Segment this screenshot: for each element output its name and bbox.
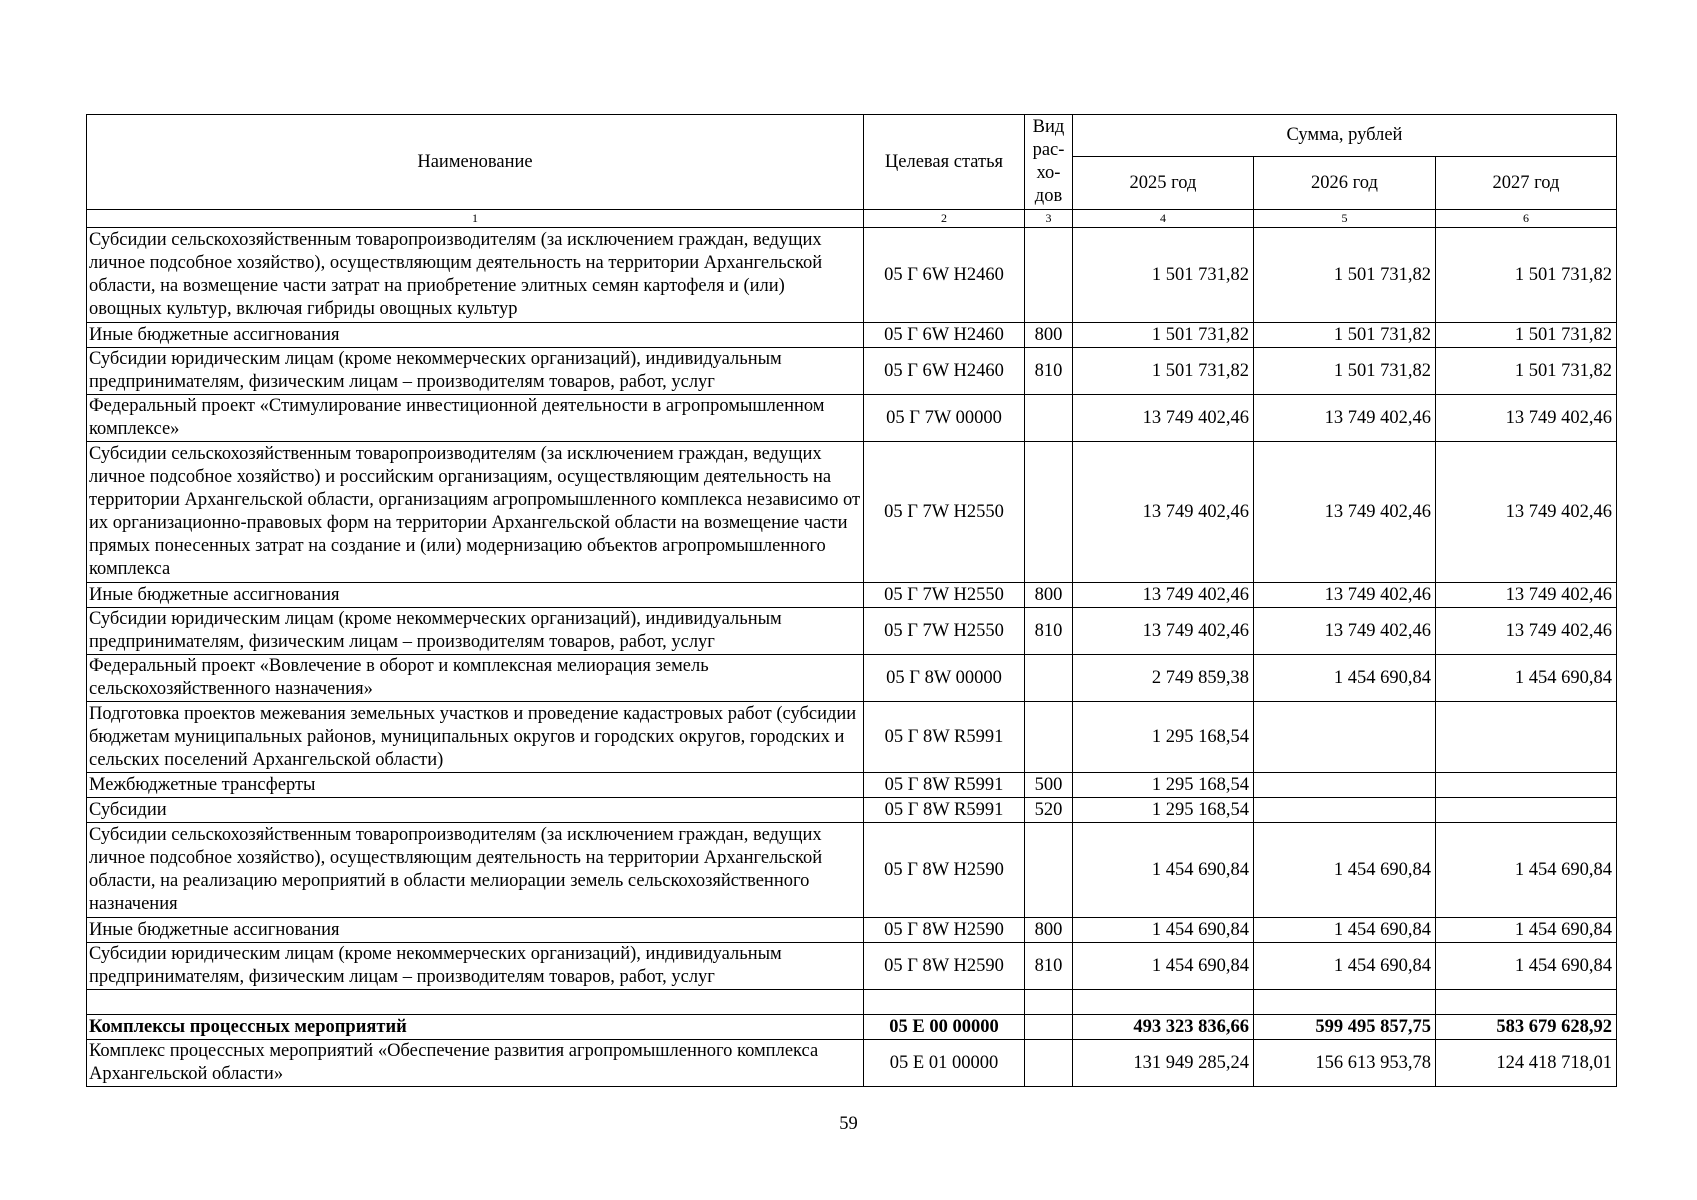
row-name: Субсидии юридическим лицам (кроме некоммерческих организаций), индивидуальным предпринимателям, физическим лицам – производителям товаров, работ, услуг: [87, 608, 864, 655]
header-expense-kind: Вид рас-хо-дов: [1025, 115, 1073, 210]
column-number: 2: [864, 210, 1025, 228]
amount-2025: 13 749 402,46: [1073, 442, 1254, 583]
amount-2027: 13 749 402,46: [1436, 442, 1617, 583]
budget-page: [86, 114, 1616, 1087]
amount-2026: 1 454 690,84: [1254, 823, 1436, 918]
row-name: Межбюджетные трансферты: [87, 773, 864, 798]
row-name: Субсидии: [87, 798, 864, 823]
amount-2027: 1 454 690,84: [1436, 943, 1617, 990]
amount-2027: [1436, 990, 1617, 1015]
amount-2025: 13 749 402,46: [1073, 583, 1254, 608]
amount-2025: 1 501 731,82: [1073, 228, 1254, 323]
amount-2026: 1 454 690,84: [1254, 918, 1436, 943]
amount-2026: [1254, 773, 1436, 798]
table-row: [87, 823, 1617, 918]
amount-2025: 131 949 285,24: [1073, 1040, 1254, 1087]
target-article-code: 05 Г 6W H2460: [864, 323, 1025, 348]
amount-2027: 1 501 731,82: [1436, 348, 1617, 395]
row-name: Иные бюджетные ассигнования: [87, 918, 864, 943]
expense-kind-code: 810: [1025, 608, 1073, 655]
amount-2027: 1 501 731,82: [1436, 323, 1617, 348]
amount-2027: 1 454 690,84: [1436, 655, 1617, 702]
table-row: [87, 442, 1617, 583]
amount-2027: 1 501 731,82: [1436, 228, 1617, 323]
table-row: [87, 990, 1617, 1015]
row-name: Иные бюджетные ассигнования: [87, 323, 864, 348]
row-name: Субсидии сельскохозяйственным товаропроизводителям (за исключением граждан, ведущих личное подсобное хозяйство) и российским организациям, осуществляющим деятельность на территории Архангельской области, организациям агропромышленного комплекса независимо от их организационно-правовых форм на территории Архангельской области на возмещение части прямых понесенных затрат на создание и (или) модернизацию объектов агропромышленного комплекса: [87, 442, 864, 583]
amount-2027: 13 749 402,46: [1436, 608, 1617, 655]
amount-2025: 13 749 402,46: [1073, 608, 1254, 655]
amount-2025: 13 749 402,46: [1073, 395, 1254, 442]
amount-2025: 1 295 168,54: [1073, 798, 1254, 823]
expense-kind-code: [1025, 228, 1073, 323]
row-name: Субсидии юридическим лицам (кроме некоммерческих организаций), индивидуальным предпринимателям, физическим лицам – производителям товаров, работ, услуг: [87, 348, 864, 395]
expense-kind-code: [1025, 395, 1073, 442]
amount-2027: 1 454 690,84: [1436, 823, 1617, 918]
table-row: [87, 228, 1617, 323]
target-article-code: 05 Г 8W R5991: [864, 702, 1025, 773]
amount-2027: [1436, 773, 1617, 798]
amount-2026: 13 749 402,46: [1254, 395, 1436, 442]
expense-kind-code: [1025, 702, 1073, 773]
target-article-code: 05 Г 8W R5991: [864, 798, 1025, 823]
expense-kind-code: [1025, 442, 1073, 583]
amount-2025: 1 295 168,54: [1073, 702, 1254, 773]
header-year-2027: 2027 год: [1436, 157, 1617, 210]
amount-2026: [1254, 702, 1436, 773]
amount-2027: 13 749 402,46: [1436, 395, 1617, 442]
row-name: Субсидии сельскохозяйственным товаропроизводителям (за исключением граждан, ведущих личное подсобное хозяйство), осуществляющим деятельность на территории Архангельской области, на реализацию мероприятий в области мелиорации земель сельскохозяйственного назначения: [87, 823, 864, 918]
expense-kind-code: [1025, 1015, 1073, 1040]
table-row: [87, 773, 1617, 798]
amount-2026: 1 501 731,82: [1254, 348, 1436, 395]
column-number: 3: [1025, 210, 1073, 228]
amount-2026: 1 454 690,84: [1254, 655, 1436, 702]
row-name: [87, 990, 864, 1015]
target-article-code: 05 Г 7W 00000: [864, 395, 1025, 442]
target-article-code: 05 Г 7W H2550: [864, 442, 1025, 583]
header-sum: Сумма, рублей: [1073, 115, 1617, 157]
amount-2025: [1073, 990, 1254, 1015]
expense-kind-code: 800: [1025, 583, 1073, 608]
target-article-code: 05 Г 8W H2590: [864, 918, 1025, 943]
column-number: 4: [1073, 210, 1254, 228]
amount-2025: 1 454 690,84: [1073, 823, 1254, 918]
expense-kind-code: 800: [1025, 323, 1073, 348]
amount-2025: 1 501 731,82: [1073, 323, 1254, 348]
amount-2027: 13 749 402,46: [1436, 583, 1617, 608]
amount-2026: 599 495 857,75: [1254, 1015, 1436, 1040]
amount-2026: 13 749 402,46: [1254, 608, 1436, 655]
table-row: [87, 798, 1617, 823]
amount-2027: 583 679 628,92: [1436, 1015, 1617, 1040]
row-name: Иные бюджетные ассигнования: [87, 583, 864, 608]
header-year-2025: 2025 год: [1073, 157, 1254, 210]
target-article-code: 05 Г 8W 00000: [864, 655, 1025, 702]
table-row: [87, 1040, 1617, 1087]
amount-2027: [1436, 798, 1617, 823]
target-article-code: 05 Г 8W H2590: [864, 823, 1025, 918]
target-article-code: 05 Г 7W H2550: [864, 583, 1025, 608]
page-number: 59: [839, 1114, 858, 1134]
column-number: 5: [1254, 210, 1436, 228]
target-article-code: 05 Г 6W H2460: [864, 348, 1025, 395]
expense-kind-code: [1025, 655, 1073, 702]
expense-kind-code: 500: [1025, 773, 1073, 798]
target-article-code: 05 Е 01 00000: [864, 1040, 1025, 1087]
amount-2027: 1 454 690,84: [1436, 918, 1617, 943]
amount-2026: [1254, 798, 1436, 823]
amount-2026: 1 454 690,84: [1254, 943, 1436, 990]
expense-kind-code: [1025, 823, 1073, 918]
amount-2026: 13 749 402,46: [1254, 583, 1436, 608]
amount-2027: [1436, 702, 1617, 773]
target-article-code: 05 Г 6W H2460: [864, 228, 1025, 323]
expense-kind-code: 800: [1025, 918, 1073, 943]
amount-2026: 156 613 953,78: [1254, 1040, 1436, 1087]
header-year-2026: 2026 год: [1254, 157, 1436, 210]
table-row: [87, 918, 1617, 943]
amount-2026: 1 501 731,82: [1254, 228, 1436, 323]
table-row: [87, 608, 1617, 655]
amount-2025: 1 501 731,82: [1073, 348, 1254, 395]
target-article-code: [864, 990, 1025, 1015]
expense-kind-code: 810: [1025, 943, 1073, 990]
column-number: 1: [87, 210, 864, 228]
column-number: 6: [1436, 210, 1617, 228]
amount-2026: [1254, 990, 1436, 1015]
table-body: [87, 228, 1617, 1087]
amount-2025: 1 295 168,54: [1073, 773, 1254, 798]
expense-kind-code: 520: [1025, 798, 1073, 823]
amount-2026: 13 749 402,46: [1254, 442, 1436, 583]
row-name: Комплексы процессных мероприятий: [87, 1015, 864, 1040]
row-name: Подготовка проектов межевания земельных участков и проведение кадастровых работ (субсидии бюджетам муниципальных районов, муниципальных округов и городских округов, городских и сельских поселений Архангельской области): [87, 702, 864, 773]
table-row: [87, 395, 1617, 442]
amount-2025: 1 454 690,84: [1073, 918, 1254, 943]
table-row: [87, 348, 1617, 395]
expense-kind-code: [1025, 1040, 1073, 1087]
target-article-code: 05 Г 7W H2550: [864, 608, 1025, 655]
table-row: [87, 583, 1617, 608]
table-row: [87, 943, 1617, 990]
header-target-article: Целевая статья: [864, 115, 1025, 210]
row-name: Комплекс процессных мероприятий «Обеспечение развития агропромышленного комплекса Архангельской области»: [87, 1040, 864, 1087]
target-article-code: 05 Г 8W R5991: [864, 773, 1025, 798]
expense-kind-code: 810: [1025, 348, 1073, 395]
row-name: Федеральный проект «Стимулирование инвестиционной деятельности в агропромышленном комплексе»: [87, 395, 864, 442]
amount-2025: 1 454 690,84: [1073, 943, 1254, 990]
amount-2026: 1 501 731,82: [1254, 323, 1436, 348]
row-name: Субсидии сельскохозяйственным товаропроизводителям (за исключением граждан, ведущих личное подсобное хозяйство), осуществляющим деятельность на территории Архангельской области, на возмещение части затрат на приобретение элитных семян картофеля и (или) овощных культур, включая гибриды овощных культур: [87, 228, 864, 323]
table-row: [87, 655, 1617, 702]
table-row: [87, 1015, 1617, 1040]
header-name: Наименование: [87, 115, 864, 210]
table-row: [87, 323, 1617, 348]
target-article-code: 05 Е 00 00000: [864, 1015, 1025, 1040]
row-name: Субсидии юридическим лицам (кроме некоммерческих организаций), индивидуальным предпринимателям, физическим лицам – производителям товаров, работ, услуг: [87, 943, 864, 990]
budget-table: [86, 114, 1617, 1087]
target-article-code: 05 Г 8W H2590: [864, 943, 1025, 990]
expense-kind-code: [1025, 990, 1073, 1015]
table-row: [87, 702, 1617, 773]
amount-2025: 493 323 836,66: [1073, 1015, 1254, 1040]
amount-2027: 124 418 718,01: [1436, 1040, 1617, 1087]
amount-2025: 2 749 859,38: [1073, 655, 1254, 702]
row-name: Федеральный проект «Вовлечение в оборот и комплексная мелиорация земель сельскохозяйственного назначения»: [87, 655, 864, 702]
